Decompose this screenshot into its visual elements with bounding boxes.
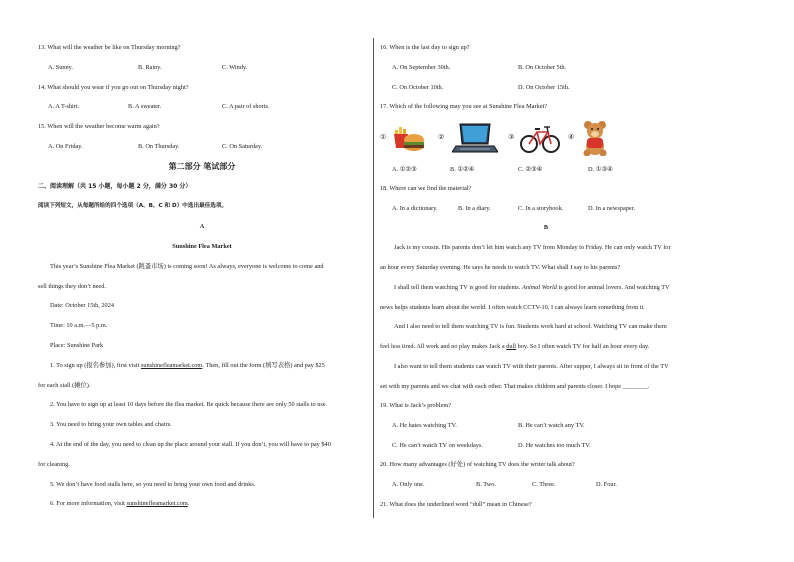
q16-option-b[interactable]: B. On October 5th.	[518, 64, 567, 71]
passage-letter-a: A	[199, 223, 205, 230]
laptop-icon	[452, 120, 498, 159]
question-19: 19. What is Jack’s problem?	[380, 402, 452, 409]
q16-option-c[interactable]: C. On October 10th.	[392, 84, 444, 91]
rule-5: 5. We don’t have food stalls here, so you need to bring your own food and drinks.	[50, 481, 256, 488]
rule-3: 3. You need to bring your own tables and chairs.	[50, 421, 172, 428]
program-title: Animal World	[521, 284, 557, 291]
q20-option-d[interactable]: D. Four.	[596, 481, 617, 488]
q14-option-a[interactable]: A. A T-shirt.	[48, 103, 80, 110]
passage-b-text-2: feel less tired. All work and no play makes Jack a	[380, 343, 507, 350]
q19-option-d[interactable]: D. He watches too much TV.	[518, 442, 591, 449]
q17-option-a[interactable]: A. ①②③	[392, 166, 417, 173]
passage-b-line-8: set with my parents and we chat with each other. That makes children and parents closer. I hope ________.	[380, 383, 650, 390]
passage-b-line-4: news helps students learn about the world. I often watch CCTV-10. I can always learn something from it.	[380, 304, 645, 311]
question-17: 17. Which of the following may you see at Sunshine Flea Market?	[380, 103, 548, 110]
rule-2: 2. You have to sign up at least 10 days before the flea market. Be quick because there are only 50 stalls to use.	[50, 401, 328, 408]
section-title: 二、阅读理解（共 15 小题，每小题 2 分，满分 30 分）	[38, 183, 192, 190]
date-line: Date: October 15th, 2024	[50, 302, 115, 309]
question-14: 14. What should you wear if you go out on Thursday night?	[38, 84, 189, 91]
teddy-bear-icon	[580, 120, 610, 159]
q20-option-b[interactable]: B. Two.	[476, 481, 496, 488]
rule-4-line-2: for cleaning.	[38, 461, 70, 468]
question-13: 13. What will the weather be like on Thursday morning?	[38, 44, 181, 51]
passage-b-text-end: is good for animal lovers. And watching TV	[556, 284, 670, 291]
q18-option-d[interactable]: D. In a newspaper.	[588, 205, 636, 212]
rule-6	[50, 500, 189, 508]
question-20: 20. How many advantages (好处) of watching TV does the writer talk about?	[380, 461, 575, 468]
pic-number-2: ②	[438, 133, 445, 141]
pic-number-4: ④	[568, 133, 575, 141]
passage-b-line-1: Jack is my cousin. His parents don’t let him watch any TV from Monday to Friday. He can only watch TV for	[394, 244, 671, 251]
underlined-word: dull	[506, 343, 517, 350]
place-line: Place: Sunshine Park	[50, 342, 104, 349]
rule-1-line-1	[50, 362, 325, 370]
passage-b-text: I shall tell them watching TV is good for students.	[394, 284, 522, 291]
q13-option-c[interactable]: C. Windy.	[222, 64, 248, 71]
passage-b-line-5: And I also need to tell them watching TV is fun. Students work hard at school. Watching TV can make them	[394, 323, 667, 330]
website-link-2[interactable]: sunshinefleamarket.com	[126, 500, 188, 507]
passage-b-line-2: an hour every Saturday evening. He says he needs to watch TV. What shall I say to his parents?	[380, 264, 621, 271]
column-divider	[373, 38, 374, 518]
question-15: 15. When will the weather become warm again?	[38, 123, 160, 130]
passage-title: Sunshine Flea Market	[172, 243, 232, 250]
q20-option-a[interactable]: A. Only one.	[392, 481, 425, 488]
rule-6-text-end: .	[187, 500, 190, 507]
q19-option-a[interactable]: A. He hates watching TV.	[392, 422, 457, 429]
rule-4-line-1: 4. At the end of the day, you need to clean up the place around your stall. If you don’t, you will have to pay $40	[50, 441, 331, 448]
q14-option-b[interactable]: B. A sweater.	[128, 103, 162, 110]
q19-option-c[interactable]: C. He can’t watch TV on weekdays.	[392, 442, 483, 449]
passage-b-line-3	[394, 284, 670, 292]
q17-option-c[interactable]: C. ②③④	[518, 166, 543, 173]
question-16: 16. When is the last day to sign up?	[380, 44, 470, 51]
part-title: 第二部分 笔试部分	[168, 162, 236, 171]
passage-b-line-7: I also want to tell them students can watch TV with their parents. After supper, I always sit in front of the TV	[394, 363, 669, 370]
bicycle-icon	[520, 120, 560, 159]
q17-option-b[interactable]: B. ①②④	[450, 166, 475, 173]
instruction: 阅读下列短文，从每题所给的四个选项（A、B、C 和 D）中选出最佳选项。	[38, 203, 228, 209]
q13-option-b[interactable]: B. Rainy.	[138, 64, 162, 71]
passage-b-line-6	[380, 343, 649, 351]
rule-1-text: 1. To sign up (报名参加), first visit	[50, 362, 141, 369]
rule-6-text: 6. For more information, visit	[50, 500, 127, 507]
rule-1-text-end: . Then, fill out the form (填写表格) and pay $25	[202, 362, 325, 369]
q15-option-a[interactable]: A. On Friday.	[48, 143, 83, 150]
q14-option-c[interactable]: C. A pair of shorts.	[222, 103, 270, 110]
q17-option-d[interactable]: D. ①③④	[588, 166, 613, 173]
pic-number-3: ③	[508, 133, 515, 141]
q20-option-c[interactable]: C. Three.	[532, 481, 556, 488]
passage-b-text-2-end: boy. So I often watch TV for half an hour every day.	[516, 343, 650, 350]
q18-option-a[interactable]: A. In a dictionary.	[392, 205, 438, 212]
q15-option-b[interactable]: B. On Thursday.	[138, 143, 180, 150]
question-21: 21. What does the underlined word “dull” mean in Chinese?	[380, 501, 532, 508]
q18-option-c[interactable]: C. In a storybook.	[518, 205, 564, 212]
q15-option-c[interactable]: C. On Saturday.	[222, 143, 263, 150]
time-line: Time: 10 a.m.—5 p.m.	[50, 322, 108, 329]
q16-option-a[interactable]: A. On September 30th.	[392, 64, 451, 71]
passage-letter-b: B	[543, 224, 549, 231]
rule-1-line-2: for each stall (摊位).	[38, 382, 91, 389]
q18-option-b[interactable]: B. In a diary.	[458, 205, 491, 212]
q13-option-a[interactable]: A. Sunny.	[48, 64, 73, 71]
paragraph-1-line-2: sell things they don’t need.	[38, 283, 106, 290]
q16-option-d[interactable]: D. On October 15th.	[518, 84, 570, 91]
pic-number-1: ①	[380, 133, 387, 141]
question-18: 18. Where can we find the material?	[380, 185, 472, 192]
picture-row	[380, 120, 712, 156]
paragraph-1-line-1: This year’s Sunshine Flea Market (跳蚤市场) is coming soon! As always, everyone is welcome to come and	[50, 263, 324, 270]
fries-burger-icon	[392, 120, 426, 159]
website-link-1[interactable]: sunshinefleamarket.com	[140, 362, 203, 369]
q19-option-b[interactable]: B. He can’t watch any TV.	[518, 422, 585, 429]
